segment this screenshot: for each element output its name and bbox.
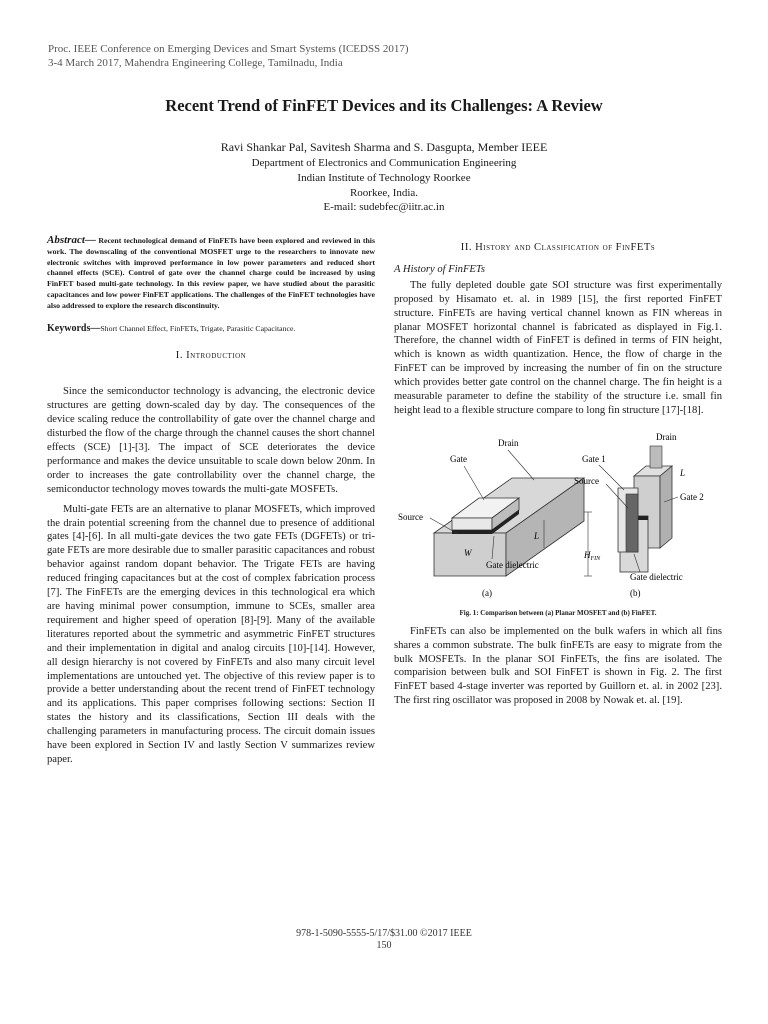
abstract-lead: Abstract— [47, 234, 96, 246]
history-paragraph-1: The fully depleted double gate SOI structure was first experimentally proposed by Hisamato et. al. in 1989 [15], the first reported FinFET structure. FinFETs are having vertical channel known as FIN whereas in planar MOSFET horizontal channel is fabricated as displayed in Fig.1. Therefore, the channel width of FinFET is defined in terms of FIN height, which is known as width quantization. Hence, the flow of charge in the FinFET can be improved by increasing the number of fin on the structure which provides better gate control on the channel charge. The fin height is a measurable parameter to define the stability of the structure i.e. small fin height lead to a flexible structure compare to long fin structure [17]-[18]. [394, 279, 722, 416]
figure-caption: Fig. 1: Comparison between (a) Planar MOSFET and (b) FinFET. [459, 608, 657, 617]
affiliation-line: Roorkee, India. [349, 186, 419, 199]
label-length-b: L [680, 467, 686, 478]
finfet-comparison-diagram [394, 428, 722, 600]
label-gate-dielectric-a: Gate dielectric [486, 559, 539, 570]
conference-line-2: 3-4 March 2017, Mahendra Engineering College, Tamilnadu, India [48, 57, 343, 69]
abstract-text: Recent technological demand of FinFETs have been explored and reviewed in this work. The downscaling of the conventional MOSFET urge to the researchers to innovate new electronic switches with improved performance in low power parameters and reduced short channel effects (SCE). Control of gate over the channel charge could be increased by using FinFET based multi-gate technology. In this review paper, we have studied about the parasitic capacitances and low power FinFET applications. The challenges of the FinFET technologies have also addressed to explore the research discontinuity. [47, 236, 375, 310]
affiliation-block [0, 156, 768, 215]
keywords-text: Short Channel Effect, FinFETs, Trigate, Parasitic Capacitance. [100, 323, 296, 333]
author-email: E-mail: sudebfec@iitr.ac.in [323, 201, 445, 214]
label-subfigure-a: (a) [482, 587, 492, 598]
keywords-lead: Keywords— [47, 322, 101, 334]
label-source-b: Source [574, 475, 599, 486]
conference-line-1: Proc. IEEE Conference on Emerging Devices and Smart Systems (ICEDSS 2017) [48, 43, 409, 55]
label-gate-dielectric-b: Gate dielectric [630, 571, 683, 582]
label-drain-a: Drain [498, 437, 519, 448]
subsection-heading-history: A History of FinFETs [394, 263, 485, 275]
label-drain-b: Drain [656, 431, 677, 442]
abstract [47, 235, 375, 312]
label-gate-1: Gate 1 [582, 453, 606, 464]
label-fin-height-h: H [584, 549, 591, 560]
left-column [47, 235, 375, 767]
page-footer [0, 928, 768, 952]
section-heading-history: II. History and Classification of FinFETs [460, 242, 656, 253]
label-width: W [464, 547, 472, 558]
label-gate-a: Gate [450, 453, 467, 464]
copyright-line: 978-1-5090-5555-5/17/$31.00 ©2017 IEEE [296, 928, 472, 939]
label-length-a: L [534, 530, 540, 541]
intro-paragraph-2: Multi-gate FETs are an alternative to planar MOSFETs, which improved the drain potential screening from the channel due to presence of additional gates [4]-[6]. In all multi-gate devices the two gate FETs (DGFETs) or tri-gate FETs are more desirable due to smaller parasitic capacitances and robust behavior against random dopant behavior. The Trigate FETs are having reduced fringing capacitances but at the cost of complex fabrication process [7]. The FinFETs are the emerging devices in this technological era which are having minimal power consumption, immune to SCEs, smaller area requirement and higher speed of operation [8]-[9]. Many of the available literatures reported about the symmetric and asymmetric FinFET structures and their implementation in digital and analog circuits [10]-[14]. However, all design hierarchy is not covered by FinFETs and also many circuit level implementations are untouched yet. The objective of this review paper is to provide a better understanding about the recent trend of FinFET technology and its applications. This paper comprises following sections: Section II states the history and its classifications, Section III deals with the challenging parameters in manufacturing process. The circuit domain issues have been explored in Section IV and lastly Section V summarizes review paper. [47, 503, 375, 765]
paper-authors: Ravi Shankar Pal, Savitesh Sharma and S. Dasgupta, Member IEEE [220, 140, 548, 154]
affiliation-line: Indian Institute of Technology Roorkee [297, 171, 471, 184]
label-subfigure-b: (b) [630, 587, 641, 598]
label-gate-2: Gate 2 [680, 491, 704, 502]
intro-paragraph-1: Since the semiconductor technology is advancing, the electronic device structures are getting down-scaled day by day. The consequences of the device scaling reduce the controllability of gate over the channel charge and disturbed the flow of the charge through the channel causes the short channel effects (SCE) [1]-[3]. The impact of SCE deteriorates the device performance and makes the device unsuitable to scale down below 20nm. In order to increases the gate controllability over the channel charge, the semiconductor technology moves towards the multi-gate MOSFETs. [47, 386, 375, 495]
keywords [47, 322, 375, 336]
affiliation-line: Department of Electronics and Communication Engineering [251, 157, 517, 169]
section-heading-introduction: I. Introduction [175, 350, 247, 362]
figure-1 [394, 428, 722, 621]
conference-header [48, 42, 409, 70]
history-paragraph-2: FinFETs can also be implemented on the bulk wafers in which all fins shares a common substrate. The bulk finFETs are easy to migrate from the bulk MOSFETs. In the planar SOI FinFETs, the fins are isolated. The comparision between bulk and SOI FinFET is shown in Fig. 2. The first FinFET based 4-stage inverter was reported by Guillorn et. al. in 2002 [23]. The first ring oscillator was proposed in 2008 by Nowak et. al. [19]. [394, 625, 722, 707]
label-fin-height [583, 550, 601, 562]
label-fin-height-sub: FIN [590, 555, 601, 562]
paper-title: Recent Trend of FinFET Devices and its Challenges: A Review [165, 96, 603, 115]
page-number: 150 [376, 940, 392, 951]
label-source-a: Source [398, 511, 423, 522]
right-column [394, 241, 722, 708]
